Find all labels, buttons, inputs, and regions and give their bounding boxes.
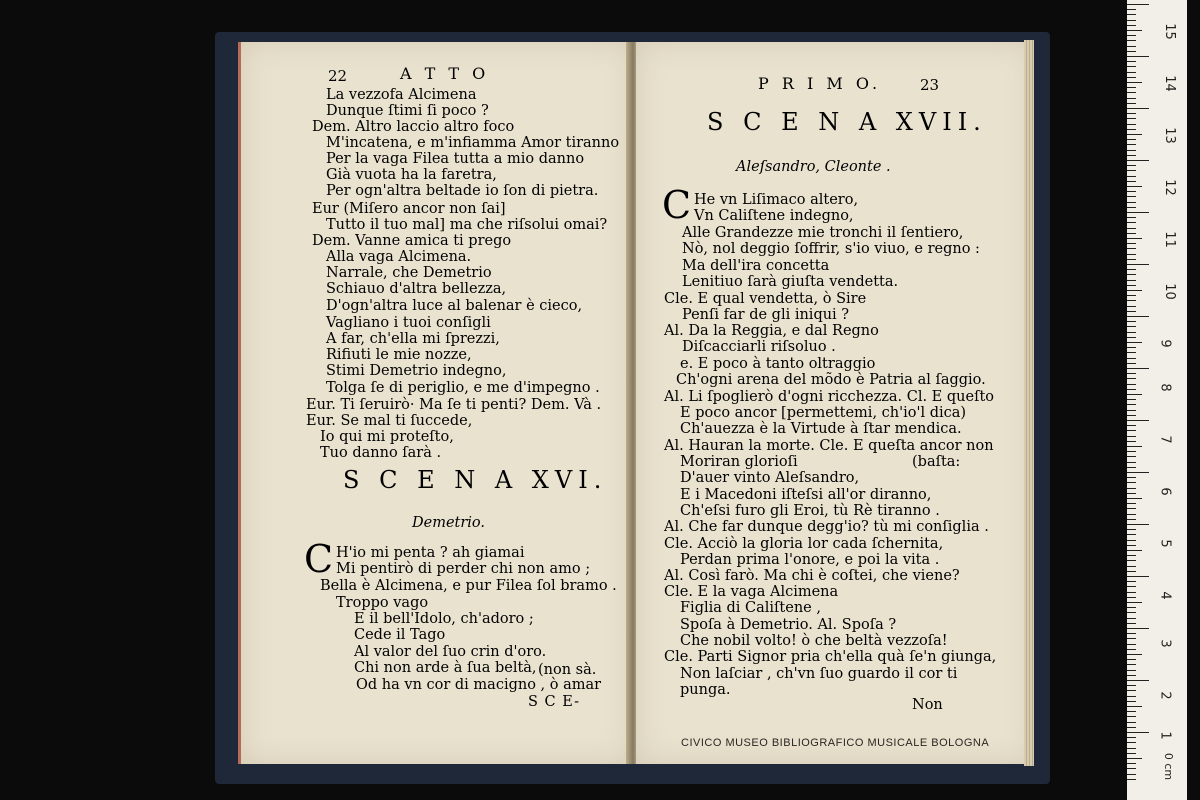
text-line: Alla vaga Alcimena.	[326, 249, 472, 265]
right-page-number: 23	[920, 76, 940, 94]
ruler-tick	[1127, 342, 1142, 343]
library-stamp: CIVICO MUSEO BIBLIOGRAFICO MUSICALE BOLOGNA	[681, 737, 990, 749]
text-line: (baſta:	[912, 454, 961, 470]
ruler-tick	[1127, 638, 1136, 639]
ruler-tick	[1127, 321, 1136, 322]
text-line: Eur. Se mal ti ſuccede,	[306, 413, 473, 429]
text-line: H'io mi penta ? ah giamai	[336, 545, 525, 561]
text-line: Eur (Miſero ancor non ſai]	[312, 201, 506, 217]
page-edges	[1024, 40, 1034, 766]
ruler-tick	[1127, 727, 1136, 728]
ruler-tick	[1127, 482, 1136, 483]
ruler-tick	[1127, 503, 1136, 504]
ruler-tick	[1127, 20, 1136, 21]
ruler-tick	[1127, 446, 1142, 447]
text-line: Nò, nol deggio ſoffrir, s'io viuo, e regno :	[682, 241, 980, 257]
ruler-tick	[1127, 607, 1136, 608]
text-line: Figlia di Caliſtene ,	[680, 600, 821, 616]
scena-title-xvii: S C E N A XVII.	[707, 108, 987, 136]
ruler-tick	[1127, 295, 1136, 296]
left-page-number: 22	[328, 67, 348, 85]
ruler-tick	[1127, 529, 1136, 530]
text-line: Io qui mi proteſto,	[320, 429, 454, 445]
ruler-tick	[1127, 280, 1136, 281]
ruler-tick	[1127, 675, 1136, 676]
ruler-tick	[1127, 534, 1136, 535]
ruler-tick	[1127, 430, 1136, 431]
text-line: He vn Liſimaco altero,	[694, 192, 859, 208]
ruler-tick	[1127, 664, 1136, 665]
catchword: Non	[912, 697, 943, 713]
ruler-tick	[1127, 290, 1142, 291]
catchword: S C E-	[528, 694, 580, 710]
text-line: Al. Hauran la morte. Cle. E queſta ancor non	[664, 438, 994, 454]
ruler-number: 1	[1157, 731, 1173, 740]
ruler-tick	[1127, 326, 1136, 327]
ruler-tick	[1127, 696, 1136, 697]
text-line: Dem. Altro laccio altro foco	[312, 119, 515, 135]
text-line: Già vuota ha la faretra,	[326, 167, 497, 183]
text-line: e. E poco à tanto oltraggio	[680, 356, 876, 372]
ruler-tick	[1127, 467, 1136, 468]
text-line: Cede il Tago	[354, 627, 446, 643]
ruler-tick	[1127, 207, 1136, 208]
ruler-tick	[1127, 477, 1136, 478]
text-line: E il bell'Idolo, ch'adoro ;	[354, 611, 534, 627]
text-line: Cle. Parti Signor pria ch'ella quà ſe'n giunga,	[664, 649, 997, 665]
ruler-tick	[1127, 566, 1136, 567]
text-line: Troppo vago	[336, 595, 429, 611]
ruler-tick	[1127, 300, 1136, 301]
ruler-number: 7	[1157, 435, 1173, 444]
ruler-tick	[1127, 56, 1149, 57]
ruler-number: 11	[1161, 231, 1177, 248]
ruler-tick	[1127, 87, 1136, 88]
ruler-tick	[1127, 14, 1136, 15]
ruler-tick	[1127, 202, 1136, 203]
text-line: Per la vaga Filea tutta a mio danno	[326, 151, 585, 167]
ruler-tick	[1127, 462, 1136, 463]
ruler-number: 5	[1157, 539, 1173, 548]
text-line: Rifiuti le mie nozze,	[326, 347, 472, 363]
ruler-tick	[1127, 732, 1149, 733]
ruler-tick	[1127, 134, 1142, 135]
text-line: Lenitiuo ſarà giuſta vendetta.	[682, 274, 899, 290]
ruler-tick	[1127, 25, 1136, 26]
ruler-tick	[1127, 425, 1136, 426]
ruler-tick	[1127, 222, 1136, 223]
ruler-number: 10	[1161, 283, 1177, 300]
ruler-tick	[1127, 191, 1136, 192]
ruler-tick	[1127, 373, 1136, 374]
ruler-tick	[1127, 181, 1136, 182]
ruler-tick	[1127, 352, 1136, 353]
ruler-tick	[1127, 274, 1136, 275]
ruler-tick	[1127, 82, 1142, 83]
text-line: La vezzofa Alcimena	[326, 87, 477, 103]
ruler-tick	[1127, 4, 1149, 5]
ruler-tick	[1127, 72, 1136, 73]
ruler-tick	[1127, 623, 1136, 624]
text-line: Od ha vn cor di macigno , ò amar	[356, 677, 602, 693]
text-line: Al. Così farò. Ma chi è coſtei, che viene?	[664, 568, 960, 584]
ruler-number: 12	[1161, 179, 1177, 196]
ruler-tick	[1127, 716, 1136, 717]
text-line: Tuo danno ſarà .	[320, 445, 442, 461]
ruler-tick	[1127, 420, 1149, 421]
ruler-tick	[1127, 238, 1142, 239]
text-line: Penſi far de gli iniqui ?	[682, 307, 850, 323]
text-line: Al valor del ſuo crin d'oro.	[354, 644, 547, 660]
ruler-tick	[1127, 233, 1136, 234]
ruler-tick	[1127, 35, 1136, 36]
ruler-tick	[1127, 654, 1142, 655]
ruler-tick	[1127, 311, 1136, 312]
text-line: Eur. Ti ſeruirò· Ma ſe ti penti? Dem. Và .	[306, 397, 602, 413]
ruler-tick	[1127, 384, 1136, 385]
ruler-tick	[1127, 259, 1136, 260]
ruler-tick	[1127, 451, 1136, 452]
text-line: M'incatena, e m'infiamma Amor tiranno	[326, 135, 620, 151]
ruler-tick	[1127, 264, 1149, 265]
ruler-tick	[1127, 456, 1136, 457]
text-line: E poco ancor [permettemi, ch'io'l dica)	[680, 405, 967, 421]
ruler-number: 15	[1161, 23, 1177, 40]
text-line: Cle. E qual vendetta, ò Sire	[664, 291, 867, 307]
ruler-tick	[1127, 711, 1136, 712]
ruler-number: 6	[1157, 487, 1173, 496]
ruler-tick	[1127, 508, 1136, 509]
ruler-tick	[1127, 774, 1136, 775]
text-line: Dunque ſtimi ſi poco ?	[326, 103, 489, 119]
ruler-tick	[1127, 61, 1136, 62]
ruler-tick	[1127, 285, 1136, 286]
text-line: D'ogn'altra luce al balenar è cieco,	[326, 298, 583, 314]
ruler-tick	[1127, 742, 1136, 743]
text-line: Vn Caliſtene indegno,	[694, 208, 854, 224]
ruler-tick	[1127, 186, 1142, 187]
ruler-tick	[1127, 316, 1149, 317]
ruler-tick	[1127, 108, 1149, 109]
ruler-tick	[1127, 586, 1136, 587]
drop-cap: C	[304, 537, 334, 581]
ruler-tick	[1127, 763, 1136, 764]
ruler-tick	[1127, 472, 1149, 473]
ruler-tick	[1127, 685, 1136, 686]
ruler-unit: 0 cm	[1162, 752, 1176, 781]
ruler-tick	[1127, 550, 1142, 551]
ruler-tick	[1127, 51, 1136, 52]
right-running-head: P R I M O.	[758, 74, 882, 93]
ruler-tick	[1127, 9, 1136, 10]
ruler-tick	[1127, 706, 1142, 707]
ruler-tick	[1127, 748, 1136, 749]
text-line: Ch'ogni arena del mõdo è Patria al ſaggio.	[676, 372, 986, 388]
text-line: Che nobil volto! ò che beltà vezzoſa!	[680, 633, 948, 649]
ruler-tick	[1127, 98, 1136, 99]
ruler-tick	[1127, 519, 1136, 520]
ruler-tick	[1127, 113, 1136, 114]
ruler-tick	[1127, 217, 1136, 218]
ruler-tick	[1127, 618, 1136, 619]
ruler-number: 3	[1157, 639, 1173, 648]
character-name: Demetrio.	[412, 515, 486, 531]
ruler-number: 13	[1161, 127, 1177, 144]
ruler-tick	[1127, 670, 1136, 671]
text-line: Perdan prima l'onore, e poi la vita .	[680, 552, 940, 568]
scena-title-xvi: S C E N A XVI.	[343, 466, 608, 494]
ruler-tick	[1127, 628, 1149, 629]
text-line: D'auer vinto Aleſsandro,	[680, 470, 860, 486]
ruler-number: 9	[1157, 339, 1173, 348]
ruler-tick	[1127, 394, 1142, 395]
text-line: Tolga ſe di periglio, e me d'impegno .	[326, 380, 600, 396]
text-line: Alle Grandezze mie tronchi il ſentiero,	[682, 225, 964, 241]
ruler-tick	[1127, 498, 1142, 499]
ruler-tick	[1127, 160, 1149, 161]
text-line: Cle. E la vaga Alcimena	[664, 584, 839, 600]
ruler-number: 2	[1157, 691, 1173, 700]
ruler-tick	[1127, 410, 1136, 411]
ruler-tick	[1127, 415, 1136, 416]
ruler-tick	[1127, 399, 1136, 400]
ruler-tick	[1127, 269, 1136, 270]
text-line: A far, ch'ella mi ſprezzi,	[326, 331, 500, 347]
ruler-number: 4	[1157, 591, 1173, 600]
ruler-tick	[1127, 581, 1136, 582]
text-line: punga.	[680, 682, 731, 698]
ruler-tick	[1127, 358, 1136, 359]
ruler-tick	[1127, 368, 1149, 369]
text-line: Diſcacciarli riſsoluo .	[682, 339, 836, 355]
ruler-tick	[1127, 77, 1136, 78]
text-line: (non sà.	[538, 662, 597, 678]
ruler-tick	[1127, 649, 1136, 650]
text-line: Spoſa à Demetrio. Al. Spoſa ?	[680, 617, 897, 633]
ruler-tick	[1127, 248, 1136, 249]
text-line: Al. Che far dunque degg'io? tù mi conſiglia .	[664, 519, 989, 535]
ruler-tick	[1127, 436, 1136, 437]
ruler-tick	[1127, 545, 1136, 546]
ruler-tick	[1127, 150, 1136, 151]
text-line: Schiauo d'altra bellezza,	[326, 281, 507, 297]
text-line: Dem. Vanne amica ti prego	[312, 233, 512, 249]
ruler-tick	[1127, 404, 1136, 405]
ruler-tick	[1127, 597, 1136, 598]
text-line: Bella è Alcimena, e pur Filea ſol bramo .	[320, 578, 617, 594]
ruler-number: 8	[1157, 383, 1173, 392]
ruler-tick	[1127, 493, 1136, 494]
ruler-tick	[1127, 571, 1136, 572]
ruler-tick	[1127, 633, 1136, 634]
ruler-tick	[1127, 46, 1136, 47]
ruler-tick	[1127, 170, 1136, 171]
ruler-tick	[1127, 254, 1136, 255]
ruler-tick	[1127, 560, 1136, 561]
ruler-tick	[1127, 753, 1136, 754]
ruler-tick	[1127, 139, 1136, 140]
ruler-tick	[1127, 612, 1136, 613]
ruler-tick	[1127, 66, 1136, 67]
ruler-tick	[1127, 155, 1136, 156]
ruler-tick	[1127, 680, 1149, 681]
ruler-tick	[1127, 144, 1136, 145]
ruler-tick	[1127, 488, 1136, 489]
text-line: Mi pentirò di perder chi non amo ;	[336, 561, 591, 577]
ruler-tick	[1127, 690, 1136, 691]
ruler-tick	[1127, 228, 1136, 229]
ruler-tick	[1127, 196, 1136, 197]
ruler-tick	[1127, 701, 1136, 702]
text-line: Ch'eſsi furo gli Eroi, tù Rè tiranno .	[680, 503, 940, 519]
text-line: Narrale, che Demetrio	[326, 265, 492, 281]
ruler-tick	[1127, 779, 1136, 780]
text-line: Al. Li ſpoglierò d'ogni ricchezza. Cl. E queſto	[664, 389, 994, 405]
ruler-tick	[1127, 555, 1136, 556]
ruler-tick	[1127, 441, 1136, 442]
ruler-tick	[1127, 363, 1136, 364]
ruler-tick	[1127, 514, 1136, 515]
ruler-tick	[1127, 540, 1136, 541]
ruler-tick	[1127, 40, 1136, 41]
ruler-tick	[1127, 176, 1136, 177]
text-line: Per ogn'altra beltade io ſon di pietra.	[326, 183, 599, 199]
ruler-tick	[1127, 576, 1149, 577]
text-line: Moriran glorioſi	[680, 454, 798, 470]
ruler-tick	[1127, 389, 1136, 390]
ruler-tick	[1127, 243, 1136, 244]
left-running-head: A T T O	[400, 64, 490, 83]
ruler-tick	[1127, 659, 1136, 660]
text-line: Tutto il tuo mal] ma che riſsolui omai?	[326, 217, 608, 233]
ruler-tick	[1127, 118, 1136, 119]
ruler-tick	[1127, 124, 1136, 125]
measurement-ruler	[1127, 0, 1187, 800]
ruler-tick	[1127, 602, 1142, 603]
text-line: Stimi Demetrio indegno,	[326, 363, 507, 379]
ruler-tick	[1127, 644, 1136, 645]
text-line: Chi non arde à ſua beltà,	[354, 660, 537, 676]
drop-cap: C	[662, 183, 692, 227]
text-line: Cle. Acciò la gloria lor cada ſchernita,	[664, 536, 944, 552]
ruler-tick	[1127, 592, 1136, 593]
ruler-tick	[1127, 378, 1136, 379]
text-line: E i Macedoni iſteſsi all'or diranno,	[680, 487, 932, 503]
text-line: Al. Da la Reggia, e dal Regno	[664, 323, 879, 339]
ruler-tick	[1127, 347, 1136, 348]
ruler-tick	[1127, 92, 1136, 93]
ruler-tick	[1127, 306, 1136, 307]
ruler-tick	[1127, 337, 1136, 338]
ruler-tick	[1127, 165, 1136, 166]
ruler-tick	[1127, 129, 1136, 130]
ruler-tick	[1127, 212, 1149, 213]
text-line: Ch'auezza è la Virtude à ſtar mendica.	[680, 421, 962, 437]
ruler-number: 14	[1161, 75, 1177, 92]
text-line: Ma dell'ira concetta	[682, 258, 830, 274]
ruler-tick	[1127, 332, 1136, 333]
text-line: Vagliano i tuoi conſigli	[326, 315, 491, 331]
ruler-tick	[1127, 737, 1136, 738]
ruler-tick	[1127, 768, 1136, 769]
ruler-tick	[1127, 103, 1136, 104]
ruler-tick	[1127, 30, 1142, 31]
text-line: Non laſciar , ch'vn ſuo guardo il cor ti	[680, 666, 958, 682]
ruler-tick	[1127, 524, 1149, 525]
character-names: Aleſsandro, Cleonte .	[736, 159, 891, 175]
ruler-tick	[1127, 758, 1142, 759]
ruler-tick	[1127, 722, 1136, 723]
